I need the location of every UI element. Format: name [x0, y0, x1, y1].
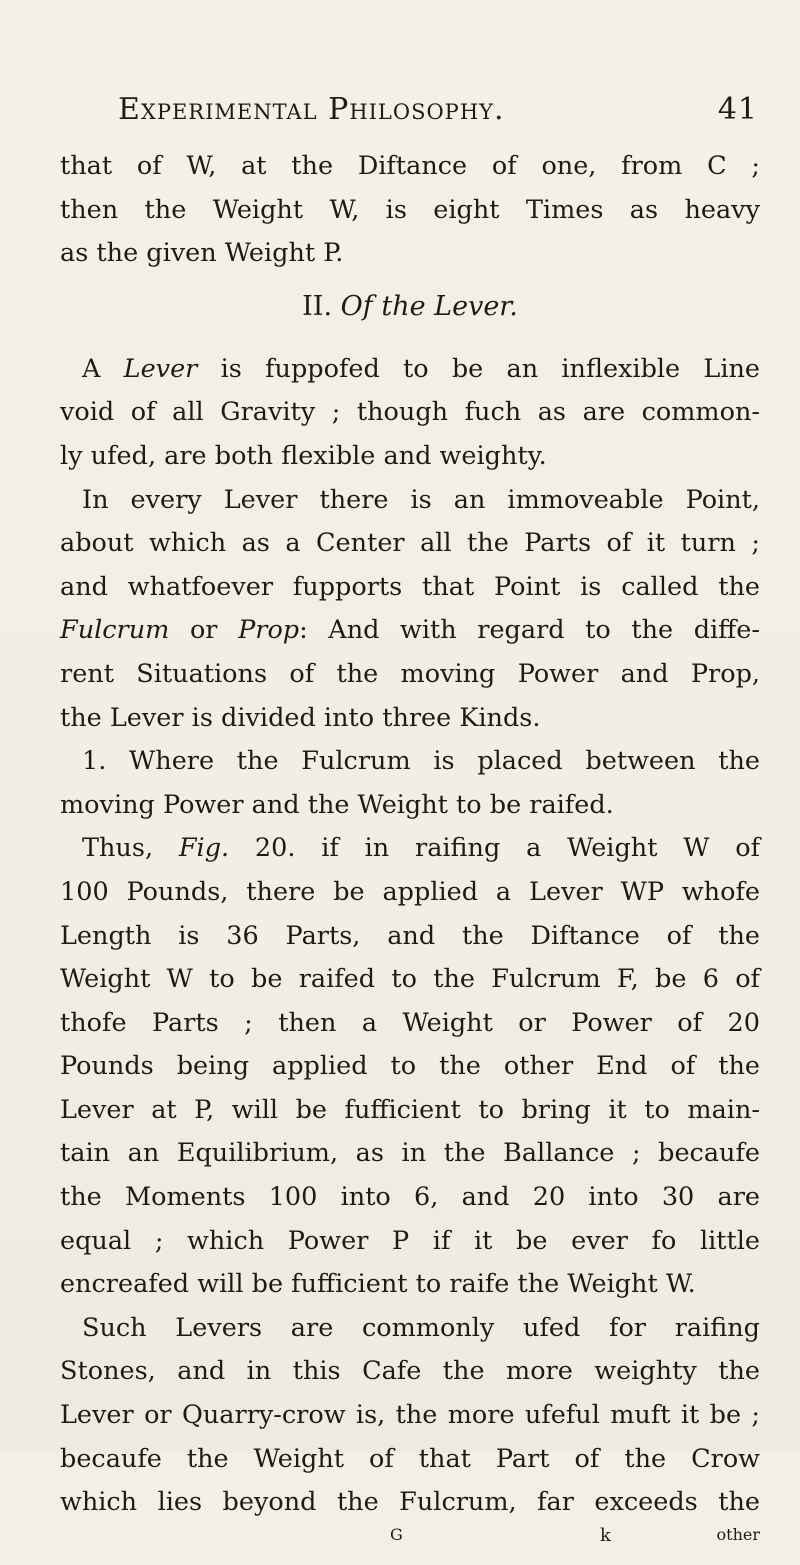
text-line: Pounds being applied to the other End of the — [60, 1051, 760, 1082]
italic-term: Prop — [238, 615, 300, 646]
text-run: Thus, — [82, 833, 154, 864]
text-line: becaufe the Weight of that Part of the Crow — [60, 1443, 760, 1474]
running-header — [118, 92, 758, 136]
text-line: that of W, at the Diftance of one, from C ; — [60, 151, 760, 181]
text-line: ly ufed, are both flexible and weighty. — [60, 440, 547, 471]
page-number: 41 — [717, 92, 758, 127]
text-line: rent Situations of the moving Power and Prop, — [60, 658, 760, 689]
text-line: which lies beyond the Fulcrum, far exceeds the — [60, 1487, 760, 1518]
section-heading — [60, 276, 760, 338]
printer-mark: k — [600, 1524, 611, 1546]
text-run: 20. if in raifing a Weight W of — [254, 833, 761, 864]
page-body — [60, 145, 760, 1565]
text-line: void of all Gravity ; though fuch as are common- — [60, 397, 760, 428]
text-line — [60, 827, 760, 871]
text-run: : And with regard to the diffe- — [299, 615, 761, 646]
text-line: and whatfoever fupports that Point is called the — [60, 571, 760, 602]
running-title: Experimental Philosophy. — [118, 92, 505, 127]
text-line — [60, 609, 760, 653]
figure-ref: Fig. — [178, 833, 230, 864]
italic-term: Lever — [123, 353, 198, 384]
text-line: thofe Parts ; then a Weight or Power of 20 — [60, 1007, 760, 1038]
text-line: the Moments 100 into 6, and 20 into 30 are — [60, 1182, 760, 1213]
text-line: moving Power and the Weight to be raifed. — [60, 789, 614, 820]
text-line: Weight W to be raifed to the Fulcrum F, be 6 of — [60, 964, 760, 995]
text-line: Lever at P, will be fufficient to bring it to main- — [60, 1094, 760, 1125]
text-line: 1. Where the Fulcrum is placed between the — [82, 746, 760, 777]
text-line: Length is 36 Parts, and the Diftance of the — [60, 920, 760, 951]
text-line: then the Weight W, is eight Times as heavy — [60, 194, 760, 225]
text-line: Stones, and in this Cafe the more weighty the — [60, 1356, 760, 1387]
text-line: as the given Weight P. — [60, 238, 344, 269]
text-run: is fuppofed to be an inflexible Line — [220, 353, 760, 384]
text-line: tain an Equilibrium, as in the Ballance ; becaufe — [60, 1138, 760, 1169]
italic-term: Fulcrum — [60, 615, 170, 646]
text-line — [60, 348, 760, 392]
section-number: II. — [302, 290, 333, 322]
text-line: Lever or Quarry-crow is, the more ufeful muft it be ; — [60, 1400, 760, 1431]
signature-mark: G — [390, 1524, 403, 1544]
text-run: A — [82, 353, 101, 384]
page-footer — [60, 1525, 760, 1565]
text-line: encreafed will be fufficient to raife the Weight W. — [60, 1269, 696, 1300]
text-line: the Lever is divided into three Kinds. — [60, 702, 541, 733]
text-line: about which as a Center all the Parts of it turn ; — [60, 528, 760, 559]
text-line: 100 Pounds, there be applied a Lever WP whofe — [60, 876, 760, 907]
text-line: Such Levers are commonly ufed for raifing — [82, 1312, 760, 1343]
text-run: or — [189, 615, 218, 646]
section-title: Of the Lever. — [340, 290, 518, 322]
catchword: other — [716, 1524, 760, 1544]
text-line: In every Lever there is an immoveable Point, — [82, 484, 760, 515]
text-line: equal ; which Power P if it be ever fo little — [60, 1225, 760, 1256]
